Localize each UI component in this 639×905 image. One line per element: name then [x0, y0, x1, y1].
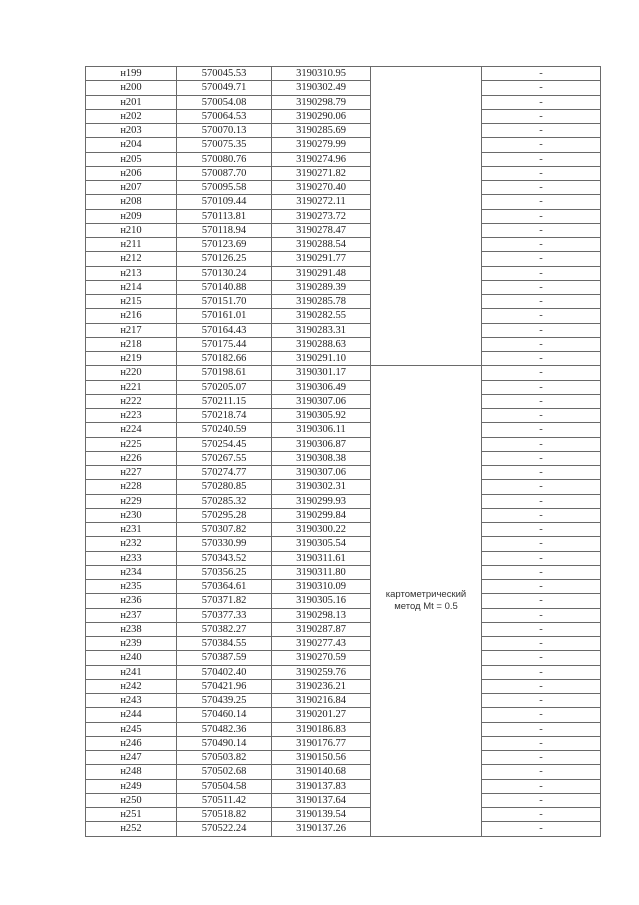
y-coordinate-cell: 3190305.92 [272, 409, 371, 423]
x-coordinate-cell: 570151.70 [177, 295, 272, 309]
accuracy-cell: - [482, 508, 601, 522]
y-coordinate-cell: 3190300.22 [272, 523, 371, 537]
point-name-cell: н233 [86, 551, 177, 565]
y-coordinate-cell: 3190282.55 [272, 309, 371, 323]
accuracy-cell: - [482, 238, 601, 252]
y-coordinate-cell: 3190306.49 [272, 380, 371, 394]
accuracy-cell: - [482, 808, 601, 822]
x-coordinate-cell: 570175.44 [177, 337, 272, 351]
table-row [86, 508, 601, 522]
accuracy-cell: - [482, 722, 601, 736]
accuracy-cell: - [482, 223, 601, 237]
y-coordinate-cell: 3190277.43 [272, 637, 371, 651]
point-name-cell: н247 [86, 751, 177, 765]
point-name-cell: н207 [86, 181, 177, 195]
point-name-cell: н232 [86, 537, 177, 551]
y-coordinate-cell: 3190278.47 [272, 223, 371, 237]
table-row [86, 751, 601, 765]
point-name-cell: н239 [86, 637, 177, 651]
point-name-cell: н218 [86, 337, 177, 351]
x-coordinate-cell: 570045.53 [177, 67, 272, 81]
y-coordinate-cell: 3190288.63 [272, 337, 371, 351]
accuracy-cell: - [482, 266, 601, 280]
table-row [86, 808, 601, 822]
point-name-cell: н215 [86, 295, 177, 309]
point-name-cell: н225 [86, 437, 177, 451]
x-coordinate-cell: 570371.82 [177, 594, 272, 608]
point-name-cell: н252 [86, 822, 177, 836]
point-name-cell: н240 [86, 651, 177, 665]
x-coordinate-cell: 570377.33 [177, 608, 272, 622]
table-row [86, 352, 601, 366]
y-coordinate-cell: 3190139.54 [272, 808, 371, 822]
x-coordinate-cell: 570118.94 [177, 223, 272, 237]
accuracy-cell: - [482, 138, 601, 152]
table-row [86, 181, 601, 195]
table-row [86, 309, 601, 323]
accuracy-cell: - [482, 124, 601, 138]
table-row [86, 708, 601, 722]
point-name-cell: н248 [86, 765, 177, 779]
accuracy-cell: - [482, 551, 601, 565]
table-row [86, 252, 601, 266]
table-row [86, 266, 601, 280]
table-row [86, 694, 601, 708]
accuracy-cell: - [482, 366, 601, 380]
point-name-cell: н217 [86, 323, 177, 337]
x-coordinate-cell: 570182.66 [177, 352, 272, 366]
point-name-cell: н226 [86, 451, 177, 465]
table-row [86, 466, 601, 480]
accuracy-cell: - [482, 651, 601, 665]
y-coordinate-cell: 3190176.77 [272, 736, 371, 750]
x-coordinate-cell: 570054.08 [177, 95, 272, 109]
y-coordinate-cell: 3190308.38 [272, 451, 371, 465]
x-coordinate-cell: 570164.43 [177, 323, 272, 337]
point-name-cell: н200 [86, 81, 177, 95]
y-coordinate-cell: 3190298.13 [272, 608, 371, 622]
coordinates-table [85, 66, 601, 837]
x-coordinate-cell: 570075.35 [177, 138, 272, 152]
y-coordinate-cell: 3190307.06 [272, 466, 371, 480]
accuracy-cell: - [482, 181, 601, 195]
table-row [86, 409, 601, 423]
accuracy-cell: - [482, 409, 601, 423]
table-row [86, 537, 601, 551]
point-name-cell: н211 [86, 238, 177, 252]
table-row [86, 779, 601, 793]
point-name-cell: н212 [86, 252, 177, 266]
y-coordinate-cell: 3190201.27 [272, 708, 371, 722]
x-coordinate-cell: 570274.77 [177, 466, 272, 480]
accuracy-cell: - [482, 195, 601, 209]
x-coordinate-cell: 570387.59 [177, 651, 272, 665]
accuracy-cell: - [482, 295, 601, 309]
table-row [86, 109, 601, 123]
point-name-cell: н223 [86, 409, 177, 423]
y-coordinate-cell: 3190291.48 [272, 266, 371, 280]
point-name-cell: н214 [86, 280, 177, 294]
x-coordinate-cell: 570218.74 [177, 409, 272, 423]
y-coordinate-cell: 3190291.10 [272, 352, 371, 366]
x-coordinate-cell: 570205.07 [177, 380, 272, 394]
y-coordinate-cell: 3190270.59 [272, 651, 371, 665]
point-name-cell: н201 [86, 95, 177, 109]
accuracy-cell: - [482, 580, 601, 594]
point-name-cell: н228 [86, 480, 177, 494]
point-name-cell: н241 [86, 665, 177, 679]
y-coordinate-cell: 3190291.77 [272, 252, 371, 266]
x-coordinate-cell: 570382.27 [177, 622, 272, 636]
y-coordinate-cell: 3190299.93 [272, 494, 371, 508]
table-row [86, 679, 601, 693]
point-name-cell: н208 [86, 195, 177, 209]
accuracy-cell: - [482, 152, 601, 166]
x-coordinate-cell: 570064.53 [177, 109, 272, 123]
point-name-cell: н236 [86, 594, 177, 608]
point-name-cell: н199 [86, 67, 177, 81]
table-row [86, 622, 601, 636]
y-coordinate-cell: 3190305.16 [272, 594, 371, 608]
point-name-cell: н251 [86, 808, 177, 822]
y-coordinate-cell: 3190288.54 [272, 238, 371, 252]
accuracy-cell: - [482, 822, 601, 836]
y-coordinate-cell: 3190307.06 [272, 394, 371, 408]
point-name-cell: н222 [86, 394, 177, 408]
point-name-cell: н219 [86, 352, 177, 366]
x-coordinate-cell: 570123.69 [177, 238, 272, 252]
point-name-cell: н237 [86, 608, 177, 622]
method-line-2: метод Mt = 0.5 [394, 600, 458, 612]
method-cell-empty [371, 67, 482, 366]
method-line-1: картометрический [385, 588, 467, 600]
table-row [86, 793, 601, 807]
point-name-cell: н206 [86, 166, 177, 180]
accuracy-cell: - [482, 323, 601, 337]
accuracy-cell: - [482, 166, 601, 180]
accuracy-cell: - [482, 109, 601, 123]
table-row [86, 494, 601, 508]
point-name-cell: н220 [86, 366, 177, 380]
y-coordinate-cell: 3190311.80 [272, 565, 371, 579]
x-coordinate-cell: 570130.24 [177, 266, 272, 280]
table-row [86, 95, 601, 109]
x-coordinate-cell: 570503.82 [177, 751, 272, 765]
y-coordinate-cell: 3190279.99 [272, 138, 371, 152]
point-name-cell: н250 [86, 793, 177, 807]
table-row [86, 480, 601, 494]
y-coordinate-cell: 3190306.11 [272, 423, 371, 437]
accuracy-cell: - [482, 451, 601, 465]
accuracy-cell: - [482, 352, 601, 366]
coordinates-table-body [86, 67, 601, 837]
x-coordinate-cell: 570364.61 [177, 580, 272, 594]
x-coordinate-cell: 570095.58 [177, 181, 272, 195]
y-coordinate-cell: 3190140.68 [272, 765, 371, 779]
table-row [86, 67, 601, 81]
accuracy-cell: - [482, 437, 601, 451]
y-coordinate-cell: 3190289.39 [272, 280, 371, 294]
x-coordinate-cell: 570198.61 [177, 366, 272, 380]
y-coordinate-cell: 3190302.31 [272, 480, 371, 494]
x-coordinate-cell: 570161.01 [177, 309, 272, 323]
accuracy-cell: - [482, 565, 601, 579]
accuracy-cell: - [482, 67, 601, 81]
y-coordinate-cell: 3190273.72 [272, 209, 371, 223]
accuracy-cell: - [482, 779, 601, 793]
accuracy-cell: - [482, 523, 601, 537]
table-row [86, 138, 601, 152]
y-coordinate-cell: 3190137.83 [272, 779, 371, 793]
x-coordinate-cell: 570087.70 [177, 166, 272, 180]
y-coordinate-cell: 3190137.26 [272, 822, 371, 836]
accuracy-cell: - [482, 765, 601, 779]
x-coordinate-cell: 570330.99 [177, 537, 272, 551]
table-row [86, 195, 601, 209]
x-coordinate-cell: 570511.42 [177, 793, 272, 807]
accuracy-cell: - [482, 537, 601, 551]
table-row [86, 637, 601, 651]
y-coordinate-cell: 3190236.21 [272, 679, 371, 693]
y-coordinate-cell: 3190302.49 [272, 81, 371, 95]
table-row [86, 565, 601, 579]
y-coordinate-cell: 3190310.09 [272, 580, 371, 594]
x-coordinate-cell: 570356.25 [177, 565, 272, 579]
x-coordinate-cell: 570070.13 [177, 124, 272, 138]
x-coordinate-cell: 570049.71 [177, 81, 272, 95]
point-name-cell: н229 [86, 494, 177, 508]
table-row [86, 209, 601, 223]
point-name-cell: н244 [86, 708, 177, 722]
accuracy-cell: - [482, 337, 601, 351]
accuracy-cell: - [482, 252, 601, 266]
accuracy-cell: - [482, 594, 601, 608]
accuracy-cell: - [482, 280, 601, 294]
x-coordinate-cell: 570343.52 [177, 551, 272, 565]
accuracy-cell: - [482, 309, 601, 323]
accuracy-cell: - [482, 394, 601, 408]
table-row [86, 722, 601, 736]
point-name-cell: н231 [86, 523, 177, 537]
y-coordinate-cell: 3190311.61 [272, 551, 371, 565]
y-coordinate-cell: 3190216.84 [272, 694, 371, 708]
point-name-cell: н210 [86, 223, 177, 237]
table-row [86, 765, 601, 779]
point-name-cell: н238 [86, 622, 177, 636]
accuracy-cell: - [482, 622, 601, 636]
accuracy-cell: - [482, 708, 601, 722]
y-coordinate-cell: 3190283.31 [272, 323, 371, 337]
y-coordinate-cell: 3190287.87 [272, 622, 371, 636]
table-row [86, 822, 601, 836]
y-coordinate-cell: 3190306.87 [272, 437, 371, 451]
x-coordinate-cell: 570490.14 [177, 736, 272, 750]
x-coordinate-cell: 570211.15 [177, 394, 272, 408]
table-row [86, 423, 601, 437]
x-coordinate-cell: 570254.45 [177, 437, 272, 451]
point-name-cell: н203 [86, 124, 177, 138]
method-cell [371, 366, 482, 836]
table-row [86, 366, 601, 380]
accuracy-cell: - [482, 736, 601, 750]
y-coordinate-cell: 3190310.95 [272, 67, 371, 81]
y-coordinate-cell: 3190299.84 [272, 508, 371, 522]
table-row [86, 166, 601, 180]
x-coordinate-cell: 570267.55 [177, 451, 272, 465]
x-coordinate-cell: 570280.85 [177, 480, 272, 494]
x-coordinate-cell: 570482.36 [177, 722, 272, 736]
table-row [86, 523, 601, 537]
accuracy-cell: - [482, 608, 601, 622]
point-name-cell: н235 [86, 580, 177, 594]
point-name-cell: н234 [86, 565, 177, 579]
point-name-cell: н216 [86, 309, 177, 323]
y-coordinate-cell: 3190272.11 [272, 195, 371, 209]
y-coordinate-cell: 3190150.56 [272, 751, 371, 765]
x-coordinate-cell: 570109.44 [177, 195, 272, 209]
method-text [371, 589, 481, 613]
point-name-cell: н249 [86, 779, 177, 793]
table-row [86, 451, 601, 465]
point-name-cell: н224 [86, 423, 177, 437]
table-row [86, 437, 601, 451]
x-coordinate-cell: 570113.81 [177, 209, 272, 223]
table-row [86, 651, 601, 665]
accuracy-cell: - [482, 380, 601, 394]
y-coordinate-cell: 3190290.06 [272, 109, 371, 123]
y-coordinate-cell: 3190186.83 [272, 722, 371, 736]
x-coordinate-cell: 570295.28 [177, 508, 272, 522]
accuracy-cell: - [482, 494, 601, 508]
x-coordinate-cell: 570460.14 [177, 708, 272, 722]
y-coordinate-cell: 3190301.17 [272, 366, 371, 380]
accuracy-cell: - [482, 81, 601, 95]
table-row [86, 580, 601, 594]
table-row [86, 594, 601, 608]
point-name-cell: н227 [86, 466, 177, 480]
x-coordinate-cell: 570402.40 [177, 665, 272, 679]
point-name-cell: н205 [86, 152, 177, 166]
table-row [86, 295, 601, 309]
accuracy-cell: - [482, 209, 601, 223]
point-name-cell: н209 [86, 209, 177, 223]
accuracy-cell: - [482, 679, 601, 693]
point-name-cell: н242 [86, 679, 177, 693]
x-coordinate-cell: 570439.25 [177, 694, 272, 708]
x-coordinate-cell: 570080.76 [177, 152, 272, 166]
x-coordinate-cell: 570240.59 [177, 423, 272, 437]
table-row [86, 380, 601, 394]
x-coordinate-cell: 570421.96 [177, 679, 272, 693]
x-coordinate-cell: 570140.88 [177, 280, 272, 294]
table-row [86, 665, 601, 679]
accuracy-cell: - [482, 423, 601, 437]
y-coordinate-cell: 3190259.76 [272, 665, 371, 679]
table-row [86, 152, 601, 166]
x-coordinate-cell: 570384.55 [177, 637, 272, 651]
table-row [86, 280, 601, 294]
point-name-cell: н245 [86, 722, 177, 736]
point-name-cell: н213 [86, 266, 177, 280]
accuracy-cell: - [482, 637, 601, 651]
y-coordinate-cell: 3190285.69 [272, 124, 371, 138]
table-row [86, 323, 601, 337]
table-row [86, 394, 601, 408]
x-coordinate-cell: 570502.68 [177, 765, 272, 779]
x-coordinate-cell: 570522.24 [177, 822, 272, 836]
table-row [86, 551, 601, 565]
x-coordinate-cell: 570285.32 [177, 494, 272, 508]
table-row [86, 81, 601, 95]
accuracy-cell: - [482, 665, 601, 679]
accuracy-cell: - [482, 466, 601, 480]
y-coordinate-cell: 3190270.40 [272, 181, 371, 195]
y-coordinate-cell: 3190274.96 [272, 152, 371, 166]
table-row [86, 223, 601, 237]
table-row [86, 608, 601, 622]
table-row [86, 238, 601, 252]
accuracy-cell: - [482, 95, 601, 109]
point-name-cell: н243 [86, 694, 177, 708]
accuracy-cell: - [482, 480, 601, 494]
point-name-cell: н246 [86, 736, 177, 750]
accuracy-cell: - [482, 751, 601, 765]
x-coordinate-cell: 570518.82 [177, 808, 272, 822]
point-name-cell: н230 [86, 508, 177, 522]
accuracy-cell: - [482, 694, 601, 708]
point-name-cell: н202 [86, 109, 177, 123]
point-name-cell: н221 [86, 380, 177, 394]
table-row [86, 337, 601, 351]
x-coordinate-cell: 570126.25 [177, 252, 272, 266]
x-coordinate-cell: 570307.82 [177, 523, 272, 537]
accuracy-cell: - [482, 793, 601, 807]
point-name-cell: н204 [86, 138, 177, 152]
y-coordinate-cell: 3190298.79 [272, 95, 371, 109]
y-coordinate-cell: 3190285.78 [272, 295, 371, 309]
table-row [86, 736, 601, 750]
y-coordinate-cell: 3190271.82 [272, 166, 371, 180]
y-coordinate-cell: 3190137.64 [272, 793, 371, 807]
y-coordinate-cell: 3190305.54 [272, 537, 371, 551]
table-row [86, 124, 601, 138]
x-coordinate-cell: 570504.58 [177, 779, 272, 793]
